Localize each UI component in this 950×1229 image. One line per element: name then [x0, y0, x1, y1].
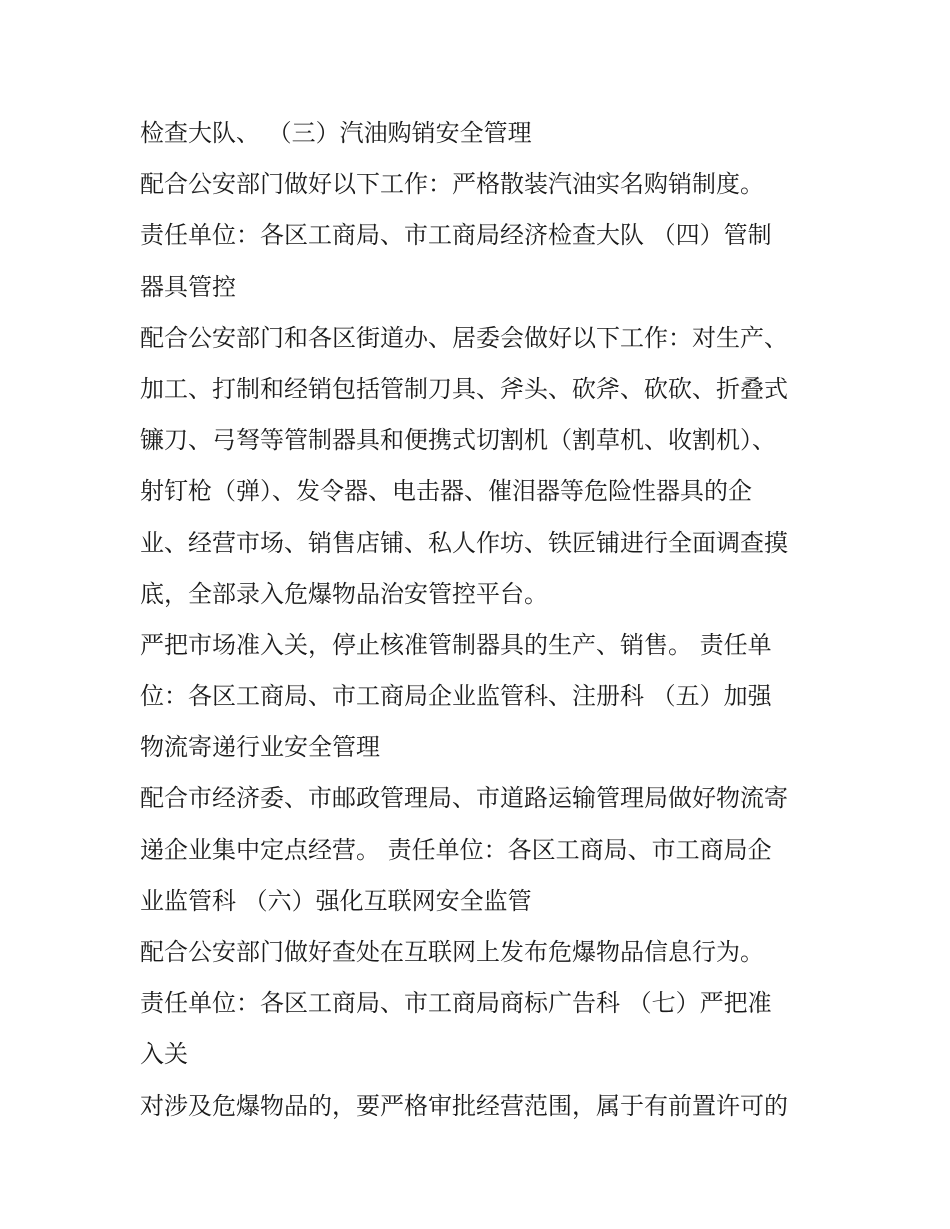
text-line: 位：各区工商局、市工商局企业监管科、注册科 （五）加强 [140, 682, 772, 711]
text-line: 射钉枪（弹）、发令器、电击器、催泪器等危险性器具的企 [140, 477, 752, 506]
text-line: 配合公安部门做好以下工作：严格散装汽油实名购销制度。 [140, 170, 764, 199]
text-line: 配合市经济委、市邮政管理局、市道路运输管理局做好物流寄 [140, 784, 788, 813]
text-line: 严把市场准入关，停止核准管制器具的生产、销售。 责任单 [140, 630, 772, 659]
document-body [140, 108, 820, 1132]
text-line: 检查大队、 （三）汽油购销安全管理 [140, 119, 532, 147]
text-line: 递企业集中定点经营。 责任单位：各区工商局、市工商局企 [140, 835, 772, 864]
text-line: 责任单位：各区工商局、市工商局商标广告科 （七）严把准 [140, 989, 772, 1018]
text-line: 配合公安部门和各区街道办、居委会做好以下工作：对生产、 [140, 323, 788, 352]
text-line: 底，全部录入危爆物品治安管控平台。 [140, 579, 548, 608]
text-line: 物流寄递行业安全管理 [140, 733, 380, 762]
text-line: 责任单位：各区工商局、市工商局经济检查大队 （四）管制 [140, 221, 772, 250]
text-line: 业监管科 （六）强化互联网安全监管 [140, 886, 532, 915]
text-line: 对涉及危爆物品的，要严格审批经营范围，属于有前置许可的 [140, 1091, 788, 1120]
text-line: 业、经营市场、销售店铺、私人作坊、铁匠铺进行全面调查摸 [140, 528, 788, 557]
text-line: 配合公安部门做好查处在互联网上发布危爆物品信息行为。 [140, 938, 764, 966]
text-line: 器具管控 [140, 272, 236, 301]
text-line: 加工、打制和经销包括管制刀具、斧头、砍斧、砍砍、折叠式 [140, 374, 788, 403]
text-line: 镰刀、弓弩等管制器具和便携式切割机（割草机、收割机）、 [140, 426, 776, 455]
text-line: 入关 [140, 1040, 188, 1069]
